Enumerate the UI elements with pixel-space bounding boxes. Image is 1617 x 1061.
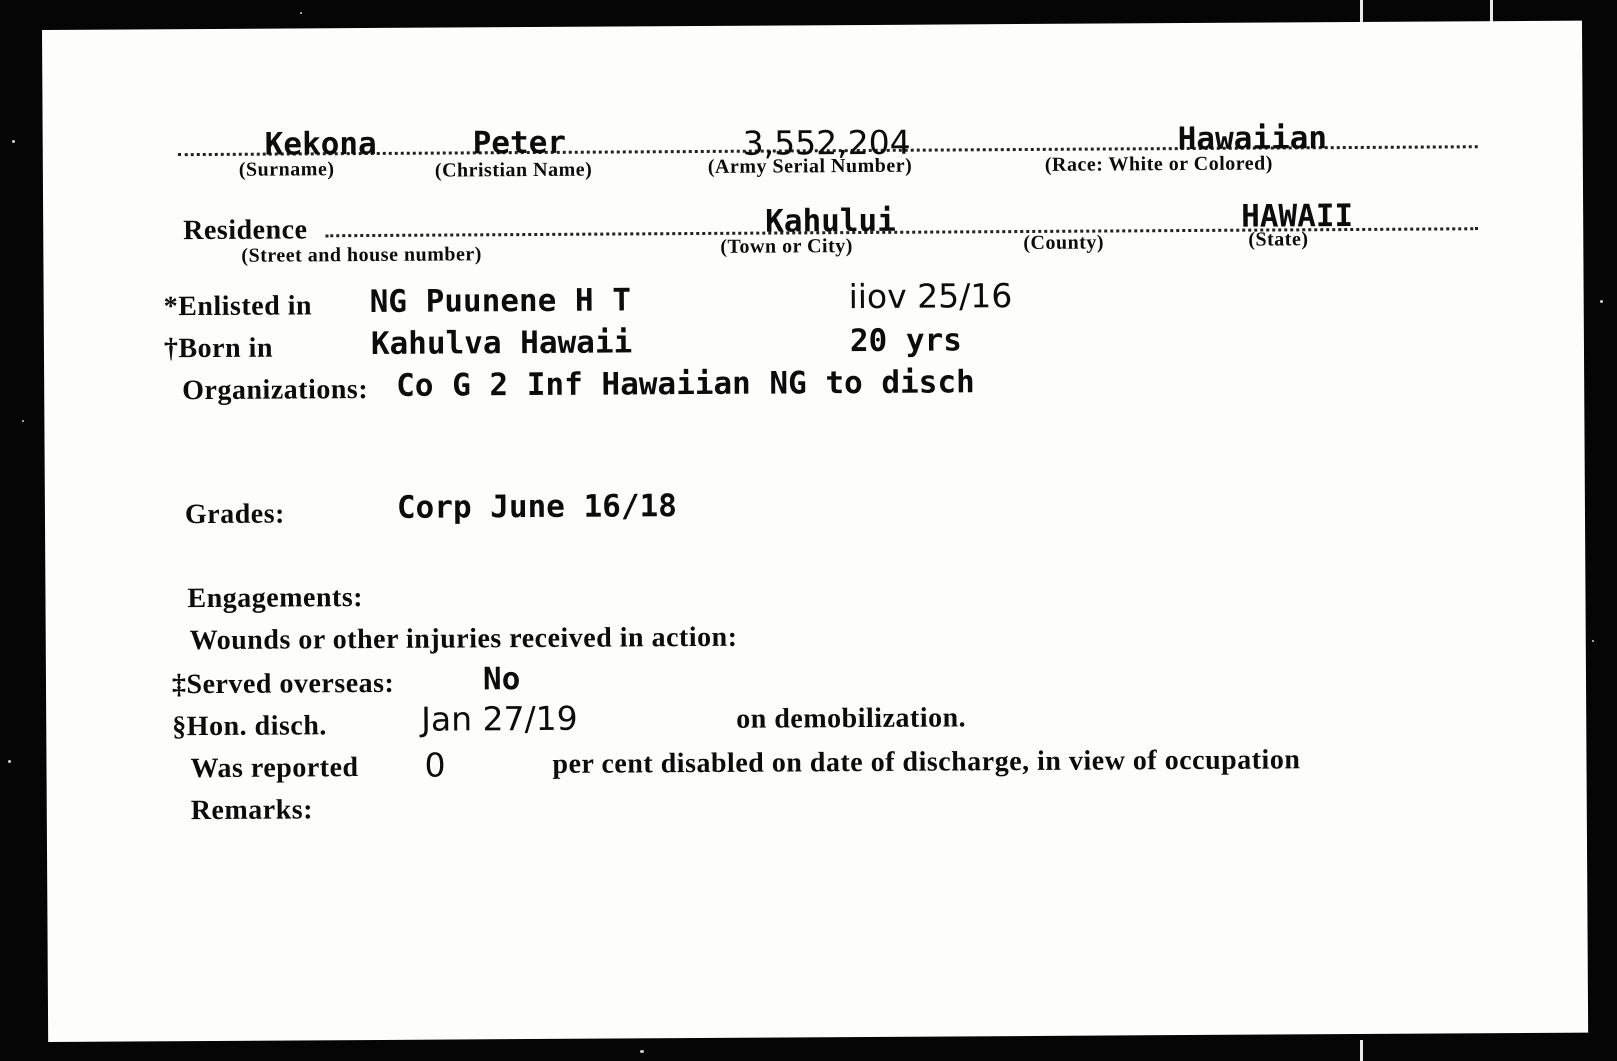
reported-suffix: per cent disabled on date of discharge, in view of occupation bbox=[552, 744, 1301, 780]
scan-speck bbox=[1592, 640, 1594, 642]
grades-value: Corp June 16/18 bbox=[396, 488, 677, 526]
hon-disch-value: Jan 27/19 bbox=[421, 698, 578, 739]
scan-edge-line bbox=[1490, 0, 1493, 22]
scan-speck bbox=[1600, 300, 1603, 303]
scan-speck bbox=[640, 1050, 644, 1053]
reported-label: Was reported bbox=[190, 752, 359, 785]
engagements-label: Engagements: bbox=[187, 582, 364, 615]
race-caption: (Race: White or Colored) bbox=[1044, 152, 1273, 176]
born-age: 20 yrs bbox=[849, 322, 963, 360]
served-overseas-value: No bbox=[482, 661, 521, 698]
town-value: Kahului bbox=[765, 202, 896, 240]
surname-caption: (Surname) bbox=[238, 158, 335, 181]
hon-disch-label: §Hon. disch. bbox=[172, 710, 327, 743]
born-place: Kahulva Hawaii bbox=[370, 324, 633, 362]
town-caption: (Town or City) bbox=[720, 235, 853, 258]
race-value: Hawaiian bbox=[1177, 120, 1328, 158]
enlisted-label: *Enlisted in bbox=[163, 290, 313, 323]
residence-label: Residence bbox=[183, 214, 308, 247]
serial-number-caption: (Army Serial Number) bbox=[707, 154, 913, 178]
remarks-label: Remarks: bbox=[190, 794, 314, 827]
enlisted-date: iiov 25/16 bbox=[848, 276, 1013, 317]
scan-edge-line bbox=[1360, 1040, 1363, 1061]
enlisted-place: NG Puunene H T bbox=[369, 282, 632, 321]
served-overseas-label: ‡Served overseas: bbox=[171, 667, 395, 701]
grades-label: Grades: bbox=[184, 498, 285, 531]
wounds-label: Wounds or other injuries received in action: bbox=[189, 621, 738, 657]
organizations-label: Organizations: bbox=[182, 374, 369, 407]
street-caption: (Street and house number) bbox=[241, 243, 482, 267]
county-caption: (County) bbox=[1023, 231, 1105, 255]
hon-disch-suffix: on demobilization. bbox=[736, 702, 967, 735]
service-record-card bbox=[42, 21, 1588, 1042]
state-caption: (State) bbox=[1248, 228, 1309, 251]
state-value: HAWAII bbox=[1241, 197, 1354, 235]
christian-name-caption: (Christian Name) bbox=[434, 158, 593, 182]
serial-number-value: 3,552,204 bbox=[742, 122, 911, 163]
scan-speck bbox=[22, 420, 24, 422]
surname-value: Kekona bbox=[264, 125, 377, 163]
born-label: †Born in bbox=[163, 332, 274, 365]
scan-speck bbox=[8, 760, 11, 763]
christian-name-value: Peter bbox=[472, 124, 567, 162]
scan-speck bbox=[12, 140, 15, 143]
reported-value: 0 bbox=[424, 745, 446, 785]
organizations-value: Co G 2 Inf Hawaiian NG to disch bbox=[396, 364, 975, 404]
scan-speck bbox=[300, 12, 302, 14]
